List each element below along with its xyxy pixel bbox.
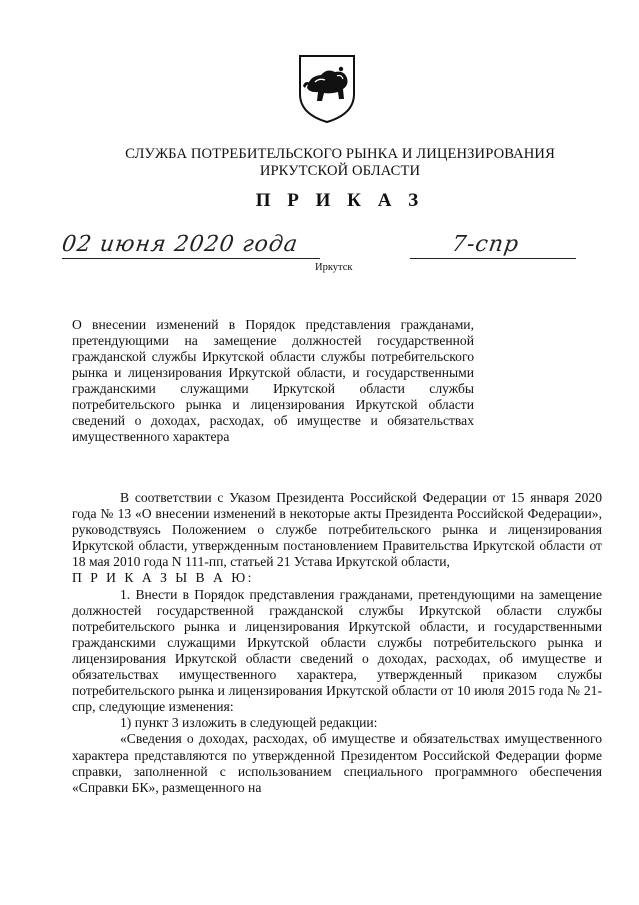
subitem-1-paragraph: 1) пункт 3 изложить в следующей редакции: [120,715,378,731]
document-subject: О внесении изменений в Порядок представления гражданами, претендующими на замещение должностей государственной гражданской службы Иркутской области службы потребительского рынка и лицензирования Иркутской области, и государственными гражданскими служащими Иркутской области службы потребительского рынка и лицензирования Иркутской области сведений о доходах, расходах, об имуществе и обязательствах имущественного характера [72,317,474,444]
agency-name-line1: СЛУЖБА ПОТРЕБИТЕЛЬСКОГО РЫНКА И ЛИЦЕНЗИРОВАНИЯ [125,146,555,162]
city-label: Иркутск [315,262,353,273]
handwritten-order-number: 7-спр [450,232,521,257]
number-underline [410,258,576,259]
item-1-paragraph: 1. Внести в Порядок представления гражданами, претендующими на замещение должностей государственной гражданской службы Иркутской области службы потребительского рынка и лицензирования Иркутской области, и государственными гражданскими служащими Иркутской области службы потребительского рынка и лицензирования Иркутской области сведений о доходах, расходах, об имуществе и обязательствах имущественного характера, утвержденный приказом службы потребительского рынка и лицензирования Иркутской области от 10 июля 2015 года № 21-спр, следующие изменения: [72,586,602,715]
document-type-title: П Р И К А З [255,190,425,211]
handwritten-date: 02 июня 2020 года [60,232,300,257]
agency-name [60,146,620,180]
document-body [72,490,602,796]
quoted-text-paragraph: «Сведения о доходах, расходах, об имуществе и обязательствах имущественного характера представляются по утвержденной Президентом Российской Федерации форме справки, заполненной с использованием специального программного обеспечения «Справки БК», размещенного на [72,731,602,795]
coat-of-arms-icon [297,52,357,124]
preamble-paragraph: В соответствии с Указом Президента Российской Федерации от 15 января 2020 года № 13 «О внесении изменений в некоторые акты Президента Российской Федерации», руководствуясь Положением о службе потребительского рынка и лицензирования Иркутской области, утвержденным постановлением Правительства Иркутской области от 18 мая 2010 года N 111-пп, статьей 21 Устава Иркутской области, [72,490,602,570]
date-underline [62,258,320,259]
order-word: П Р И К А З Ы В А Ю: [72,570,254,586]
agency-name-line2: ИРКУТСКОЙ ОБЛАСТИ [259,163,421,179]
